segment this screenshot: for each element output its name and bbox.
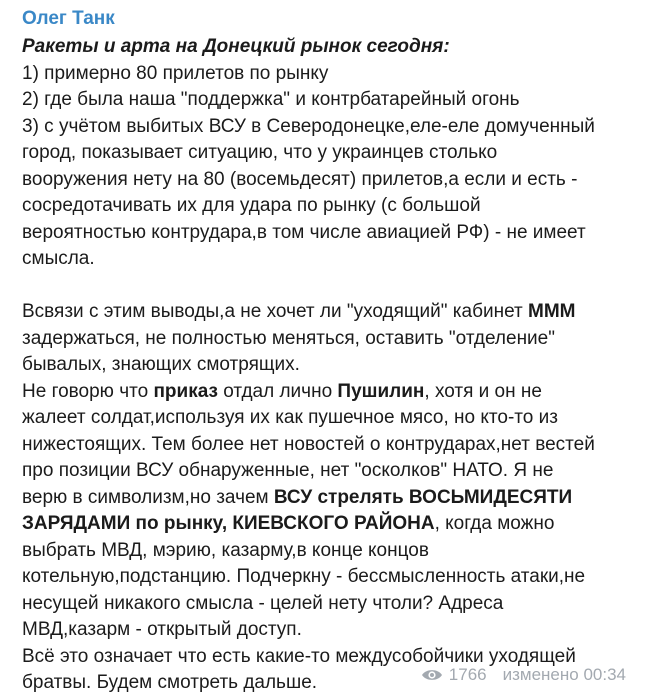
post-line: вероятностью контрудара,в том числе авиацией РФ) - не имеет: [22, 221, 586, 243]
post-line: про позиции ВСУ обнаруженные, нет "осколков" НАТО. Я не: [22, 460, 554, 481]
text-run: Не говорю что: [22, 380, 154, 402]
post-line: выбрать МВД, мэрию, казарму,в конце концов: [22, 539, 429, 561]
post-title: Ракеты и арта на Донецкий рынок сегодня:: [22, 36, 450, 57]
post-line: нижестоящих. Тем более нет новостей о контрударах,нет вестей: [22, 433, 595, 455]
text-run: Всвязи с этим выводы,а не хочет ли "уходящий" кабинет: [22, 301, 529, 322]
post-line: город, показывает ситуацию, что у украинцев столько: [22, 142, 498, 163]
view-count: 1766: [448, 665, 487, 684]
post-line: 2) где была наша "поддержка" и контрбатарейный огонь: [22, 89, 520, 110]
text-run: отдал лично: [217, 380, 338, 402]
bold-text: Пушилин: [337, 380, 425, 402]
edited-timestamp: изменено 00:34: [502, 665, 626, 684]
eye-icon: [421, 668, 443, 682]
post-line: [22, 299, 632, 326]
post-line: смысла.: [22, 248, 95, 269]
post-line: бывалых, знающих смотрящих.: [22, 354, 300, 375]
post-line: 3) с учётом выбитых ВСУ в Северодонецке,еле-еле домученный: [22, 115, 595, 137]
post-line: сосредотачивать их для удара по рынку (с большой: [22, 195, 481, 216]
post-line: несущей никакого смысла - целей нету чтоли? Адреса: [22, 592, 504, 614]
bold-text: ВСУ стрелять ВОСЬМИДЕСЯТИ: [273, 486, 573, 508]
post-line: вооружения нету на 80 (восемьдесят) прилетов,а если и есть -: [22, 168, 578, 190]
text-run: , когда можно: [434, 513, 555, 534]
post-line: [22, 379, 632, 406]
post-line: 1) примерно 80 прилетов по рынку: [22, 62, 329, 84]
text-run: , хотя и он не: [424, 380, 542, 402]
post-line: котельную,подстанцию. Подчеркну - бессмысленность атаки,не: [22, 566, 586, 587]
message-meta: [421, 665, 632, 685]
post-line: братвы. Будем смотреть дальше.: [22, 672, 318, 693]
bold-text: МММ: [528, 301, 576, 322]
author-name[interactable]: Олег Танк: [22, 8, 115, 29]
post-line: Всё это означает что есть какие-то междусобойчики уходящей: [22, 645, 576, 667]
post-line: жалеет солдат,используя их как пушечное мясо, но кто-то из: [22, 407, 558, 428]
post-line: [22, 511, 632, 538]
post-line: задержаться, не полностью меняться, оставить "отделение": [22, 327, 555, 349]
bold-text: ЗАРЯДАМИ по рынку, КИЕВСКОГО РАЙОНА: [22, 513, 435, 534]
bold-text: приказ: [153, 380, 218, 402]
text-run: верю в символизм,но зачем: [22, 486, 274, 508]
post-line: МВД,казарм - открытый доступ.: [22, 619, 302, 640]
post-line: [22, 485, 632, 512]
paragraph-gap: [22, 273, 632, 300]
